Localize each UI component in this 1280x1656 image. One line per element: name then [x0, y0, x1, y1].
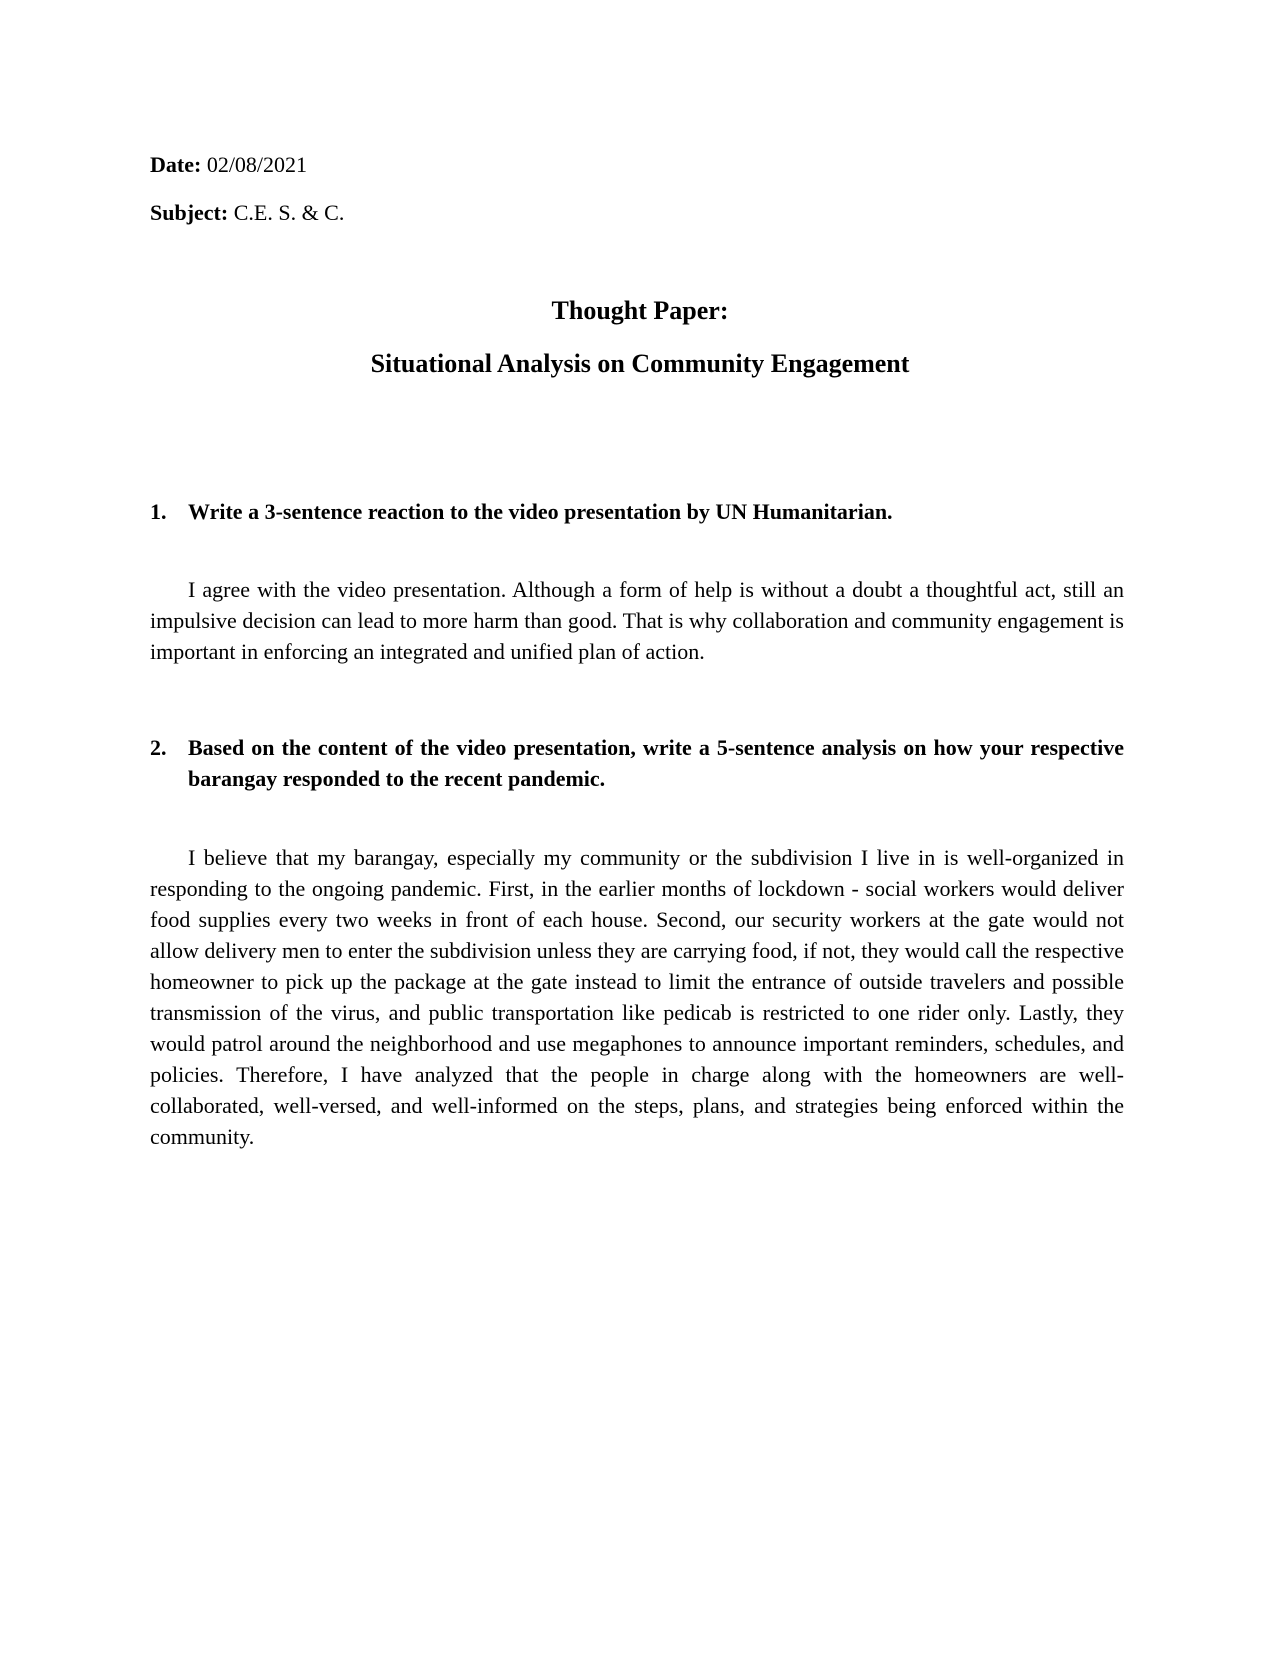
question-text: Write a 3-sentence reaction to the video presentation by UN Humanitarian.: [188, 499, 893, 524]
answer-2: I believe that my barangay, especially my community or the subdivision I live in is well-organized in responding to the ongoing pandemic. First, in the earlier months of lockdown - social workers would deliver food supplies every two weeks in front of each house. Second, our security workers at the gate would not allow delivery men to enter the subdivision unless they are carrying food, if not, they would call the respective homeowner to pick up the package at the gate instead to limit the entrance of outside travelers and possible transmission of the virus, and public transportation like pedicab is restricted to one rider only. Lastly, they would patrol around the neighborhood and use megaphones to announce important reminders, schedules, and policies. Therefore, I have analyzed that the people in charge along with the homeowners are well-collaborated, well-versed, and well-informed on the steps, plans, and strategies being enforced within the community.: [150, 845, 1124, 1149]
document-subtitle: Situational Analysis on Community Engagement: [370, 349, 910, 378]
document-title: Thought Paper:: [551, 296, 729, 325]
date-label: Date:: [150, 152, 202, 177]
question-number: 1.: [150, 499, 167, 524]
question-text: Based on the content of the video presentation, write a 5-sentence analysis on how your respective barangay responded to the recent pandemic.: [188, 735, 1124, 791]
answer-1: I agree with the video presentation. Although a form of help is without a doubt a thoughtful act, still an impulsive decision can lead to more harm than good. That is why collaboration and community engagement is important in enforcing an integrated and unified plan of action.: [150, 577, 1124, 664]
date-line: [150, 152, 307, 178]
subject-line: [150, 200, 344, 226]
question-2: [150, 732, 1124, 794]
date-value: 02/08/2021: [206, 152, 308, 177]
question-number: 2.: [150, 735, 167, 760]
subject-label: Subject:: [150, 200, 229, 225]
question-1: [150, 496, 1124, 527]
subject-value: C.E. S. & C.: [233, 200, 345, 225]
